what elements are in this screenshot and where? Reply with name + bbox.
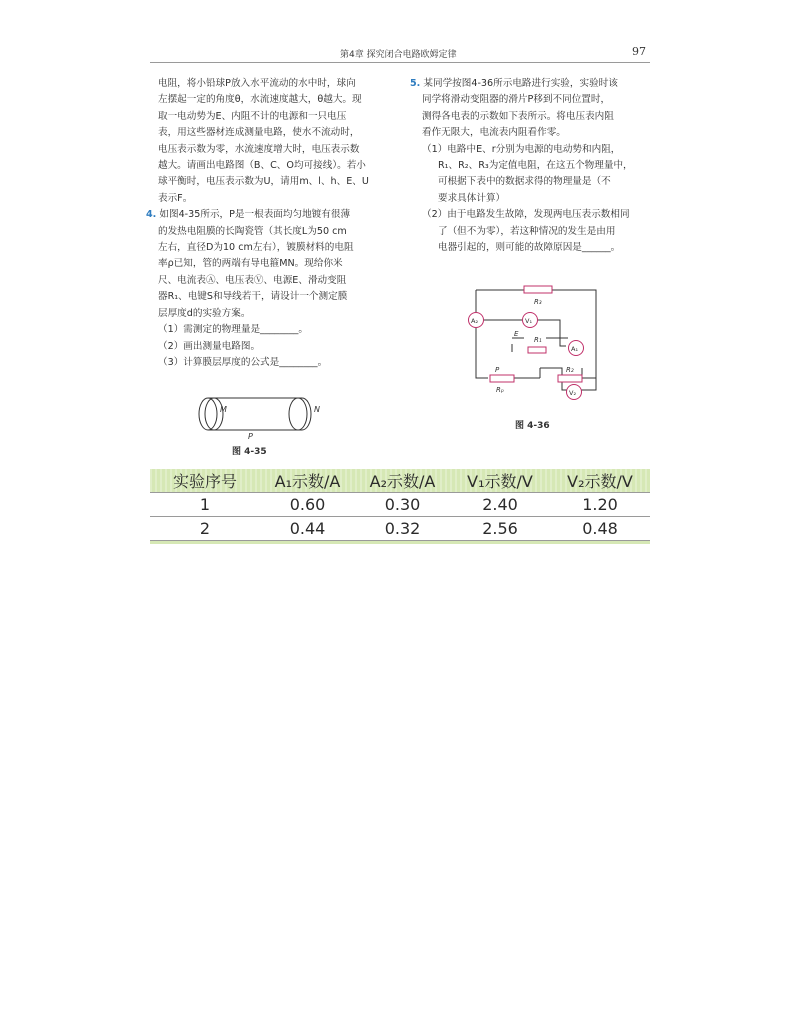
- label-r1: R₁: [534, 336, 542, 344]
- question-number: 5.: [410, 78, 421, 89]
- text-line: 同学将滑动变阻器的滑片P移到不同位置时，: [422, 94, 611, 106]
- label-r3: R₃: [534, 298, 542, 306]
- rheostat-rp: [490, 375, 514, 382]
- label-m: M: [220, 405, 227, 414]
- page-number: 97: [632, 45, 646, 58]
- question-5-line: [410, 76, 654, 92]
- text-line: 某同学按图4-36所示电路进行实验，实验时该: [423, 78, 618, 89]
- table-cell: 0.32: [384, 519, 421, 538]
- text-line: 了（但不为零），若这种情况的发生是由用: [438, 225, 616, 237]
- sub-question: （1）需测定的物理量是________。: [158, 324, 309, 336]
- table-row: [150, 492, 650, 516]
- label-a2: A₂: [471, 317, 479, 325]
- figure-caption: 图 4-36: [515, 421, 550, 431]
- text-line: 的发热电阻膜的长陶瓷管（其长度L为50 cm: [158, 225, 347, 237]
- label-p: P: [248, 432, 253, 440]
- figure-4-36: [462, 280, 612, 402]
- sub-question: （2）画出测量电路图。: [158, 340, 261, 352]
- label-r2: R₂: [566, 366, 574, 374]
- resistor-r2: [558, 375, 582, 382]
- column-header: A₁示数/A: [274, 472, 341, 491]
- table-cell: 2.56: [482, 519, 518, 538]
- text-line: 可根据下表中的数据求得的物理量是（不: [438, 176, 611, 188]
- label-v2: V₂: [569, 389, 577, 397]
- table-cell: 1.20: [582, 495, 618, 514]
- sub-question: （3）计算膜层厚度的公式是________。: [158, 356, 328, 368]
- header-rule: [150, 62, 650, 63]
- table-cell: 0.30: [384, 495, 421, 514]
- table-cell: 2: [199, 519, 211, 538]
- text-line: 率ρ已知，管的两端有导电箍MN。现给你米: [158, 258, 343, 270]
- text-line: 越大。请画出电路图（B、C、O均可接线）。若小: [158, 160, 366, 172]
- tube-right-band: [289, 398, 307, 430]
- text-line: 电压表示数为零，水流速度增大时，电压表示数: [158, 143, 360, 155]
- column-header: 实验序号: [172, 472, 237, 491]
- text-line: 左右，直径D为10 cm左右），镀膜材料的电阻: [158, 242, 354, 254]
- text-line: 层厚度d的实验方案。: [158, 307, 251, 319]
- column-header: A₂示数/A: [369, 472, 436, 491]
- table-row: [150, 516, 650, 541]
- column-header: V₁示数/V: [467, 472, 533, 491]
- text-line: 电阻，将小铅球P放入水平流动的水中时，球向: [158, 78, 356, 89]
- right-column: [410, 76, 654, 256]
- question-number: 4.: [146, 209, 157, 221]
- table-header-row: [150, 469, 650, 492]
- text-line: 要求具体计算）: [438, 192, 506, 204]
- text-line: 左摆起一定的角度θ，水流速度越大，θ越大。现: [158, 94, 362, 106]
- label-p: P: [495, 366, 500, 374]
- text-line: 测得各电表的示数如下表所示。将电压表内阻: [422, 110, 614, 122]
- question-4-line: [146, 207, 390, 223]
- sub-question: （2）由于电路发生故障，发现两电压表示数相同: [422, 209, 630, 221]
- label-n: N: [314, 405, 320, 414]
- text-line: 表，用这些器材连成测量电路，使水不流动时，: [158, 127, 360, 139]
- left-column: [146, 76, 390, 371]
- text-line: 表示F。: [158, 192, 193, 204]
- text-line: 电器引起的，则可能的故障原因是______。: [438, 242, 621, 254]
- figure-caption: 图 4-35: [232, 447, 267, 457]
- table-bottom-band: [150, 541, 650, 544]
- text-line: 取一电动势为E、内阻不计的电源和一只电压: [158, 110, 347, 122]
- table-cell: 2.40: [482, 495, 518, 514]
- text-line: R₁、R₂、R₃为定值电阻，在这五个物理量中，: [438, 160, 633, 172]
- text-line: 如图4-35所示，P是一根表面均匀地镀有很薄: [159, 209, 351, 221]
- label-a1: A₁: [571, 345, 579, 353]
- label-rp: Rₚ: [496, 386, 504, 394]
- figure-4-35: [190, 392, 330, 440]
- text-line: 球平衡时，电压表示数为U，请用m、l、h、E、U: [158, 176, 369, 188]
- sub-question: （1）电路中E、r分别为电源的电动势和内阻，: [422, 143, 621, 155]
- resistor-r1: [528, 347, 546, 353]
- text-line: 器R₁、电键S和导线若干，请设计一个测定膜: [158, 291, 348, 303]
- data-table: [150, 469, 650, 544]
- table-cell: 0.48: [582, 519, 618, 538]
- running-header: 第4章 探究闭合电路欧姆定律: [340, 50, 457, 60]
- wire-left: [476, 290, 488, 378]
- text-line: 看作无限大，电流表内阻看作零。: [422, 127, 566, 139]
- label-v1: V₁: [525, 317, 533, 325]
- table-cell: 1: [199, 495, 211, 514]
- text-line: 尺、电流表Ⓐ、电压表Ⓥ、电源E、滑动变阻: [158, 274, 347, 286]
- table-cell: 0.44: [289, 519, 326, 538]
- table-cell: 0.60: [289, 495, 326, 514]
- column-header: V₂示数/V: [567, 472, 633, 491]
- resistor-r3: [524, 286, 552, 293]
- label-e: E: [514, 330, 519, 338]
